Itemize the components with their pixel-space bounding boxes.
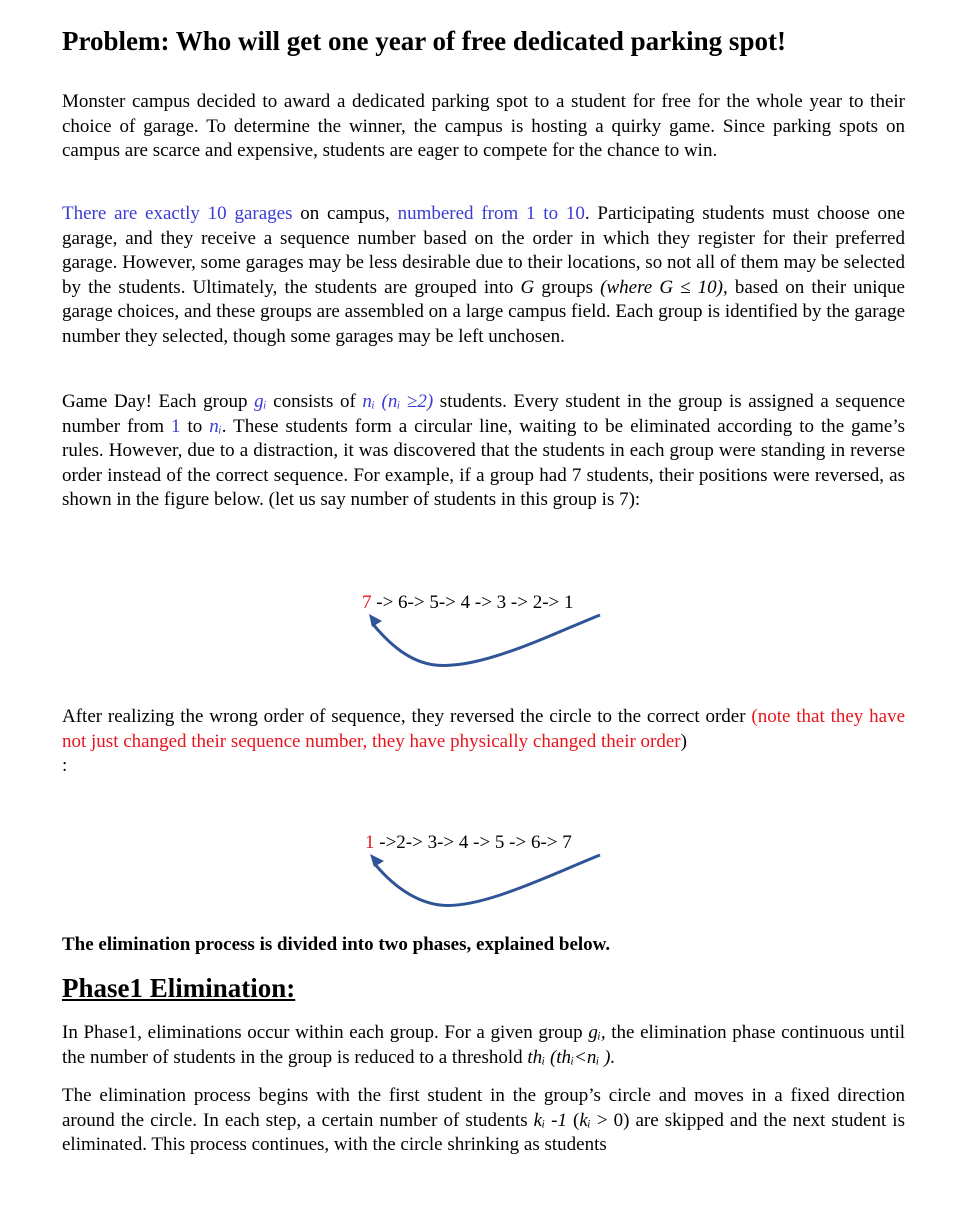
- text-span: . These students form a circular line, waiting to be eliminated according to the game’s rules. However, due to a distraction, it was discovered that the students in each group were standing in reverse order instead of the correct sequence. For example, if a group had 7 students, their positions were reversed, as shown in the figure below. (let us say number of students in this group is 7):: [62, 415, 905, 510]
- paragraph-garages: [62, 202, 905, 349]
- process-text: [62, 1084, 905, 1158]
- var-ni: nᵢ (nᵢ ≥2): [362, 391, 434, 412]
- text-span: groups: [534, 276, 601, 298]
- paragraph-phase1: [62, 1021, 905, 1070]
- text-span: consists of: [266, 391, 363, 412]
- threshold-thi: thᵢ (thᵢ<nᵢ ).: [527, 1046, 616, 1068]
- intro-text: Monster campus decided to award a dedicated parking spot to a student for free for the whole year to their choice of garage. To determine the winner, the campus is hosting a quirky game. Since parking spots on campus are scarce and expensive, students are eager to compete for the chance to win.: [62, 91, 905, 161]
- gameday-text: [62, 390, 905, 513]
- text-span: students. Every student in the group is assigned a sequence number from: [62, 391, 906, 437]
- sequence-first: 1: [365, 832, 375, 853]
- seq-start: 1: [170, 415, 181, 437]
- sequence-first: 7: [362, 592, 372, 613]
- sequence-rest: -> 6-> 5-> 4 -> 3 -> 2-> 1: [371, 592, 574, 613]
- text-span: . Participating students must choose one garage, and they receive a sequence number based on the order in which they register for their preferred garage. However, some garages may be less desirable due to their locations, so not all of them may be selected by the students. Ultimately, the students are grouped into: [62, 203, 905, 298]
- text-span: After realizing the wrong order of sequence, they reversed the circle to the correct order: [62, 706, 752, 727]
- paragraph-gameday: [62, 390, 905, 513]
- text-span: In Phase1, eliminations occur within each group. For a given group: [62, 1022, 589, 1043]
- text-span: The elimination process begins with the first student in the group’s circle and moves in a fixed direction around the circle. In each step, a certain number of students: [62, 1085, 905, 1131]
- text-span: (: [566, 1109, 580, 1131]
- var-ki: kᵢ: [579, 1109, 591, 1131]
- page-title: Problem: Who will get one year of free dedicated parking spot!: [62, 26, 786, 56]
- var-gi: gᵢ,: [588, 1022, 606, 1043]
- text-span: on campus,: [292, 203, 398, 224]
- var-gi: gᵢ: [254, 391, 267, 412]
- circular-arrow-icon: [360, 605, 610, 675]
- text-span: to: [180, 415, 210, 437]
- text-span: the elimination phase continuous until the number of students in the group is reduced to a threshold: [62, 1022, 905, 1068]
- sequence-rest: ->2-> 3-> 4 -> 5 -> 6-> 7: [374, 832, 572, 853]
- var-ki-minus-1: kᵢ -1: [533, 1109, 567, 1131]
- seq-end: nᵢ: [209, 415, 222, 437]
- circular-arrow-icon: [360, 845, 610, 915]
- garages-text: [62, 202, 905, 349]
- phase1-heading: Phase1 Elimination:: [62, 973, 296, 1003]
- highlight-garage-count: There are exactly 10 garages: [62, 203, 293, 224]
- paragraph-process: [62, 1084, 905, 1158]
- text-span: :: [62, 755, 68, 776]
- reverse-text: [62, 705, 905, 779]
- text-span: Game Day! Each group: [62, 391, 255, 412]
- highlight-garage-numbers: numbered from 1 to 10: [397, 203, 585, 224]
- note-text: (note that they have not just changed their sequence number, they have physically changed their order: [62, 706, 906, 752]
- paragraph-intro: [62, 90, 905, 164]
- paragraph-phases: [62, 933, 905, 958]
- phases-text: The elimination process is divided into two phases, explained below.: [62, 934, 611, 955]
- paragraph-reverse: [62, 705, 905, 779]
- phase1-text: [62, 1021, 905, 1070]
- var-g: G: [520, 276, 535, 298]
- text-span: ): [680, 730, 687, 752]
- text-span: > 0) are skipped and the next student is eliminated. This process continues, with the circle shrinking as students: [62, 1109, 905, 1155]
- constraint-g: (where G ≤ 10): [600, 276, 724, 298]
- text-span: , based on their unique garage choices, and these groups are assembled on a large campus field. Each group is identified by the garage number they selected, though some garages may be left unchosen.: [62, 276, 905, 347]
